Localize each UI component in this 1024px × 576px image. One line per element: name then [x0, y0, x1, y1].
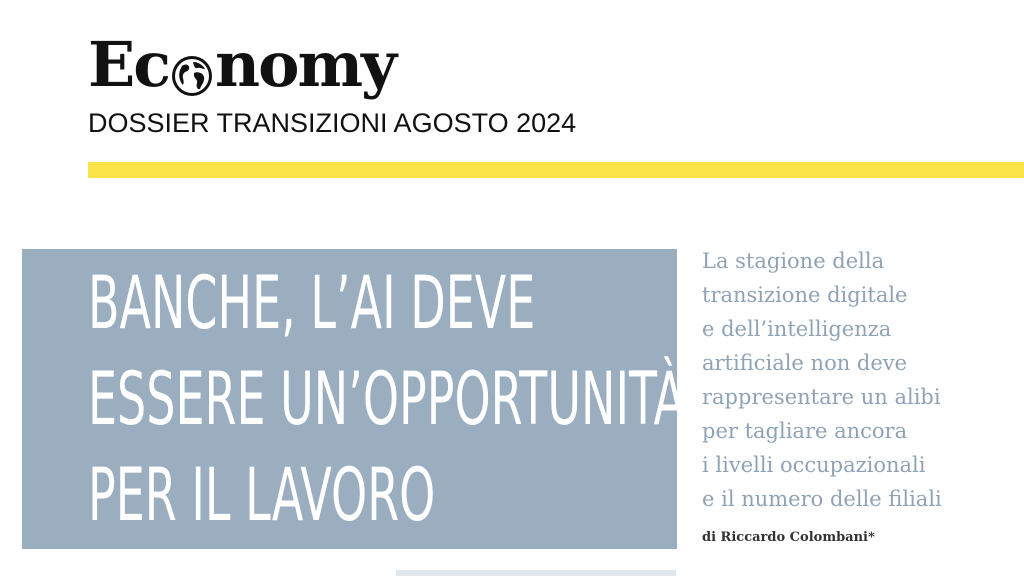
author-byline: di Riccardo Colombani*: [702, 530, 875, 545]
image-strip: [396, 570, 676, 576]
economy-logo: [88, 30, 395, 100]
logo-text-prefix: Ec: [88, 28, 170, 101]
headline-line: BANCHE, L’AI DEVE: [88, 261, 536, 346]
subtitle-line: transizione digitale: [702, 283, 908, 307]
headline-line: ESSERE UN’OPPORTUNITÀ: [88, 357, 686, 442]
article-headline: [88, 256, 685, 544]
logo-text-suffix: nomy: [215, 28, 396, 101]
subtitle-line: per tagliare ancora: [702, 419, 908, 443]
subtitle-line: e dell’intelligenza: [702, 317, 892, 341]
subtitle-line: e il numero delle filiali: [702, 487, 942, 511]
subtitle-line: rappresentare un alibi: [702, 385, 941, 409]
article-subtitle: [702, 244, 942, 516]
yellow-divider: [88, 162, 1024, 178]
headline-line: PER IL LAVORO: [88, 453, 436, 538]
dossier-title: DOSSIER TRANSIZIONI AGOSTO 2024: [88, 108, 577, 138]
subtitle-line: i livelli occupazionali: [702, 453, 926, 477]
subtitle-line: La stagione della: [702, 249, 885, 273]
subtitle-line: artificiale non deve: [702, 351, 908, 375]
globe-icon: [170, 46, 214, 90]
